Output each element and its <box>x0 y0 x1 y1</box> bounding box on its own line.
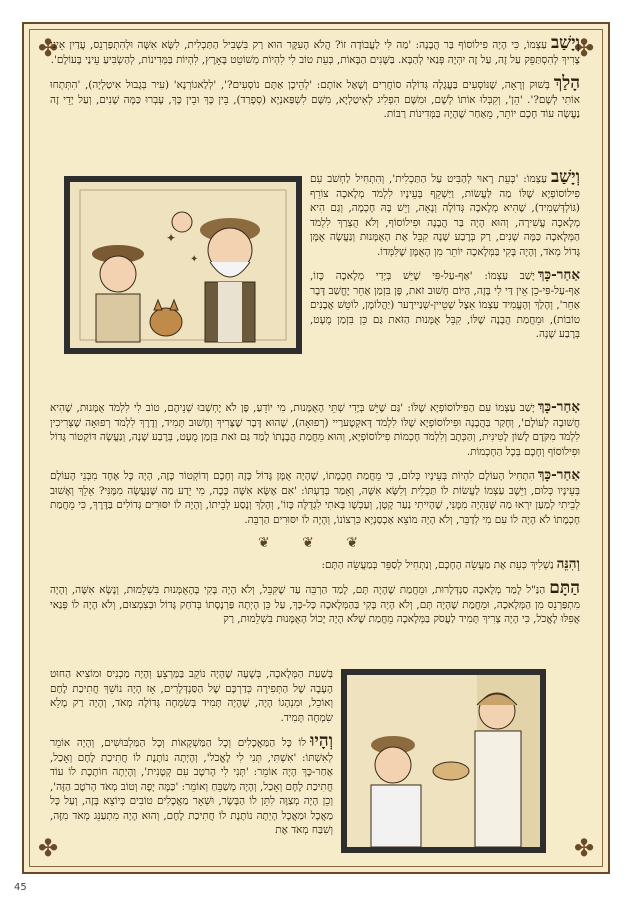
paragraph-text: לוֹ כָּל הַמַּאֲכָלִים וְכָל הַמַּשְׁקָאוֹת וְכָל הַמַּלְבּוּשִׁים, וְהָיָה אוֹמֵר לְאִשְׁתּוֹ: 'אִשְׁתִּי, תְּנִי לִי לֶאֱכֹל', וְהָיְתָה נוֹתֶנֶת לוֹ חֲתִיכַת לֶחֶם וְאָכַל, אַחַר-כָּךְ הָיָה אוֹמֵר: 'תְּנִי לִי הָרֹטֶב עִם קְטָנִית', וְהָיְתָה חוֹתֶכֶת לוֹ עוֹד חֲתִיכַת לֶחֶם וְאָכַל, וְהָיָה מְשַׁבֵּחַ וְאוֹמֵר: 'כַּמָּה יָפֶה וְטוֹב מְאֹד הָרֹטֶב הַזֶּה', וְכֵן הָיָה מְצַוֶּה לִתֵּן לוֹ הַבָּשָׂר, וּשְׁאָר מַאֲכָלִים טוֹבִים כְּיוֹצֵא בָּזֶה, וְעַל כָּל מַאֲכָל וּמַאֲכָל הָיְתָה נוֹתֶנֶת לוֹ חֲתִיכַת לֶחֶם, וְהוּא הָיָה מִתְעַנֵּג מְאֹד מִזֶּה, וְשִׁבַּח מְאֹד אֶת <box>50 737 333 836</box>
story-top <box>50 33 580 146</box>
paragraph-3 <box>310 167 580 259</box>
story-middle <box>50 400 580 627</box>
illustration-drawing <box>70 182 296 348</box>
column-beside-image-1 <box>310 167 580 351</box>
drop-word: אַחַר-כָּךְ <box>537 267 580 283</box>
paragraph-text: בְּשׁוּק וְרָאָה, שֶׁנּוֹסְעִים בַּעֲגָלָה גְּדוֹלָה סוֹחֲרִים וְשָׁאַל אוֹתָם: 'לְהֵיכָן אַתֶּם נוֹסְעִים?', 'לְלַאגוֹרְנָא' (עִיר בְּגָבוּל אִיטַלְיָה), 'הִתְּתְחוּ אוֹתִי לְשָׁם?'. 'הֵן', וְקִבְּלוּ אוֹתוֹ לְשָׁם, וּמִשָּׁם הִפְלִיג לְאִיטַלְיָא, מִשָּׁם לִשְׁפַּאנְיָא (סְפָרַד), בֵּין כָּךְ וּבֵין כָּךְ, עָבְרוּ כַּמָּה שָׁנִים, וְעַל יְדֵי זֶה נַעֲשָׂה עוֹד חָכָם יוֹתֵר, מֵאַחַר שֶׁהָיָה בַּמְּדִינוֹת רַבּוֹת. <box>50 79 580 120</box>
paragraph-text: עַצְמוֹ, כִּי הָיָה פִילוֹסוֹף בַּר הֲבָנָה: 'מַה לִּי לַעֲבוֹדָה זוֹ? הֲלֹא הָעִקָּר הוּא רַק בִּשְׁבִיל הַתַּכְלִית, לִשָּׂא אִשָּׁה וּלְהִתְפַּרְנֵס, עֲדַיִן אֵינִי צָרִיךְ לְהִסְתַּפֵּק עַל זֶה, עַל זֶה יִהְיֶה פְּנַאי לְהַבָּא. בַּשָּׁנִים הַבָּאוֹת, כְּעֵת טוֹב לִי לִהְיוֹת מְשׁוֹטֵט בָּאָרֶץ, לִהְיוֹת בַּמְּדִינוֹת, לְהַשְׂבִּיעַ עֵינַי בָּעוֹלָם'. <box>50 39 580 66</box>
paragraph-text: הַנַּ"ל לָמַד מְלָאכָה סַנְדְּלָרוּת, וּמֵחֲמַת שֶׁהָיָה תָּם, לָמַד הַרְבֵּה עַד שֶׁקִּבֵּל, וְלֹא הָיָה בָּקִי בָּהָאֻמָּנוּת בִּשְׁלֵמוּת, וְנָשָׂא אִשָּׁה, וְהָיָה מִתְפַּרְנֵס מִן הַמְּלָאכָה, וּמֵחֲמַת שֶׁהָיָה תָּם, וְלֹא הָיָה בָּקִי בַּהַמְּלָאכָה כָּל-כָּךְ, עַל כֵּן הָיְתָה פַּרְנָסָתוֹ בְּדֹחַק גָּדוֹל וּבְצִמְצוּם, וְלֹא הָיָה לוֹ פְּנַאי אֲפִלּוּ לֶאֱכֹל, כִּי הָיָה צָרִיךְ תָּמִיד לַעֲסֹק בַּמְּלָאכָה מֵחֲמַת שֶׁלֹּא הָיָה יָכוֹל הָאֻמָּנוּת בִּשְׁלֵמוּת, רַק <box>50 584 580 625</box>
drop-word: וְיָשַׁב <box>550 33 580 53</box>
page-number: 45 <box>14 882 27 893</box>
drop-word: וְהָיוּ <box>310 731 333 751</box>
paragraph-5 <box>50 400 580 459</box>
column-beside-image-2 <box>50 667 333 847</box>
paragraph-8 <box>50 578 580 627</box>
paragraph-1 <box>50 33 580 67</box>
paragraph-text: יָשַׁב עַצְמוֹ עִם הַפִילוֹסוֹפְיָא שֶׁלּוֹ: 'גַּם שֶׁיֵּשׁ בְּיָדִי שְׁתֵּי הָאֻמָּנוּת, מִי יוֹדֵעַ, פֶּן לֹא יֶחְשְׁבוּ שְׁנֵיהֶם, טוֹב לִי לִלְמֹד אֻמָּנוּת, שֶׁהִיא חֲשׁוּבָה לְעוֹלָם', וְחָקַר בַּהֲבָנָה וּפִילוֹסוֹפְיָא שֶׁלּוֹ לִלְמֹד דָּאקְטֶערַיי (רְפוּאָה), שֶׁהוּא דָּבָר שֶׁצָּרִיךְ וְחָשׁוּב תָּמִיד, וְדֶרֶךְ לִלְמֹד רְפוּאָה שֶׁצְּרִיכִין לִלְמֹד מִקֹּדֶם לָשׁוֹן לָטִינִית, וְהַכְּתָב וְלִלְמֹד חָכְמוֹת פִילוֹסוֹפְיָא, וְהוּא מֵחֲמַת הֲבָנָתוֹ לָמַד גַּם זֹאת בִּזְמַן מֻעָט, בְּרֶבַע שָׁנָה, וְנַעֲשָׂה דּוֹקְטוֹר גָּדוֹל וּפִילוֹסוֹף וְחָכָם בְּכָל הַחָכְמוֹת. <box>50 402 580 458</box>
paragraph-2 <box>50 73 580 122</box>
corner-ornament-icon: ✤ <box>570 834 598 862</box>
paragraph-7 <box>50 557 580 573</box>
drop-word: וְיָשַׁב <box>550 167 580 187</box>
paragraph-6 <box>50 468 580 527</box>
paragraph-10 <box>50 731 333 838</box>
corner-ornament-icon: ✤ <box>34 834 62 862</box>
svg-text:✦: ✦ <box>166 231 177 245</box>
illustration-sage-and-simpleton <box>64 176 302 354</box>
drop-word: אַחַר-כָּךְ <box>537 399 580 415</box>
drop-word: הַתָּם <box>549 578 580 598</box>
paragraph-text: הִתְחִיל הָעוֹלָם לִהְיוֹת בְּעֵינָיו כְּלוּם, כִּי מֵחֲמַת חָכְמָתוֹ, שֶׁהָיָה אֻמָּן גָּדוֹל כָּזֶה וְחָכָם וְדוֹקְטוֹר כָּזֶה, הָיָה כָּל אֶחָד מִבְּנֵי הָעוֹלָם בְּעֵינָיו כְּלוּם, וַיֵּשֶׁב עַצְמוֹ לַעֲשׂוֹת לוֹ תַּכְלִית וְלִשָּׂא אִשָּׁה, וְאָמַר בְּדַעְתּוֹ: 'אִם אֶשָּׂא אִשָּׁה כָּכָה, מִי יֵדַע מַה שֶּׁנַּעֲשָׂה מִמֶּנִּי? אֵלֵךְ וְאָשׁוּב לְבֵיתִי לְמַעַן יִרְאוּ מַה שֶּׁנִּהְיָה מִמֶּנִּי, שֶׁהָיִיתִי נַעַר קָטָן, וְעַכְשָׁו בָּאתִי לִגְדֻלָּה כָּזוֹ', וְהָלַךְ וְנָסַע לְבֵיתוֹ, וְהָיָה לוֹ יִסּוּרִים גְּדוֹלִים בַּדֶּרֶךְ, כִּי מֵחֲמַת חָכְמָתוֹ לֹא הָיָה לוֹ עִם מִי לְדַבֵּר, וְלֹא הָיָה מוֹצֵא אַכְסַנְיָא כִּרְצוֹנוֹ, וְהָיָה לוֹ יִסּוּרִים הַרְבֵּה. <box>50 470 580 526</box>
illustration-drawing <box>347 675 540 847</box>
svg-text:✦: ✦ <box>190 254 199 265</box>
drop-word: וְהִנֵּה <box>556 555 580 572</box>
drop-word: אַחַר-כָּךְ <box>537 467 580 483</box>
paragraph-text: בְּשַׁעַת הַמְּלָאכָה, בְּשָׁעָה שֶׁהָיָה נוֹקֵב בַּמַּרְצֵעַ וְהָיָה מַכְנִיס וּמוֹצִיא הַחוּט הֶעָבֶה שֶׁל הַתְּפִירָה כְּדַרְכָּם שֶׁל הַסַּנְדְּלָרִים, אָז הָיָה נוֹשֵׁךְ חֲתִיכַת לֶחֶם וְאוֹכֵל, וּמִנְהָגוֹ הָיָה, שֶׁהָיָה תָּמִיד בְּשִׂמְחָה גְּדוֹלָה מְאֹד, וְהָיָה רַק מָלֵא שִׂמְחָה תָּמִיד. <box>50 668 333 724</box>
corner-ornament-icon: ✤ <box>34 34 62 62</box>
paragraph-4 <box>310 268 580 342</box>
illustration-shoemaker-and-wife <box>341 669 546 853</box>
section-separator-icon: ❦ ❦ ❦ <box>257 535 373 551</box>
corner-ornament-icon: ✤ <box>570 34 598 62</box>
paragraph-text: עַצְמוֹ: 'כְּעֵת רָאוּי לְהַבִּיט עַל הַתַּכְלִית', וְהִתְחִיל לַחְשֹׁב עִם פִילוֹסוֹפְיָא שֶׁלּוֹ מַה לַּעֲשׂוֹת, וַיַּשְׁקֵף בְּעֵינָיו לִלְמֹד מְלָאכָה צוֹרֵף (גּוֹלְדְּשְׁמִיד), שֶׁהִיא מְלָאכָה גְּדוֹלָה וְנָאָה, וְיֵשׁ בָּהּ חָכְמָה, וְגַם הִיא מְלָאכָה עֲשִׁירָה, וְהוּא הָיָה בַּר הֲבָנָה וּפִילוֹסוֹף, וְלֹא הֻצְרַךְ לִלְמֹד הַמְּלָאכָה כַּמָּה שָׁנִים, רַק בְּרֶבַע שָׁנָה קִבֵּל אֶת הָאֻמָּנוּת וְנַעֲשָׂה אֻמָּן גָּדוֹל מְאֹד, וְהָיָה בָּקִי בַּמְּלָאכָה יוֹתֵר מִן הָאֻמָּן שֶׁלִּמְּדוֹ. <box>310 173 580 258</box>
drop-word: הָלַךְ <box>553 73 580 93</box>
paragraph-text: יָשַׁב עַצְמוֹ: 'אַף-עַל-פִּי שֶׁיֵּשׁ בְּיָדִי מְלָאכָה כָּזוֹ, אַף-עַל-פִּי-כֵן אֵין דַּי לִי בָּזֶה, הַיּוֹם חָשׁוּב זֹאת, פֶּן בִּזְמַן אַחֵר יֶחֱשַׁב דָּבָר אַחֵר', וְהָלַךְ וְהֶעֱמִיד עַצְמוֹ אֵצֶל שְׁטֵיין-שְׁנַיידֶער (יַהֲלוֹמָן, לוֹטֵשׁ אֲבָנִים טוֹבוֹת), וּמֵחֲמַת הֲבָנָה שֶׁלּוֹ, קִבֵּל אֻמָּנוּת הַזֹּאת גַּם כֵּן בִּזְמַן מֻעָט, בְּרֶבַע שָׁנָה. <box>310 270 580 340</box>
paragraph-text: נַשְׁלִיךְ כְּעֵת אֶת מַעֲשֵׂה הֶחָכָם, וְנַתְחִיל לְסַפֵּר בְּמַעֲשֵׂה הַתָּם: <box>321 558 554 571</box>
paragraph-9 <box>50 667 333 725</box>
